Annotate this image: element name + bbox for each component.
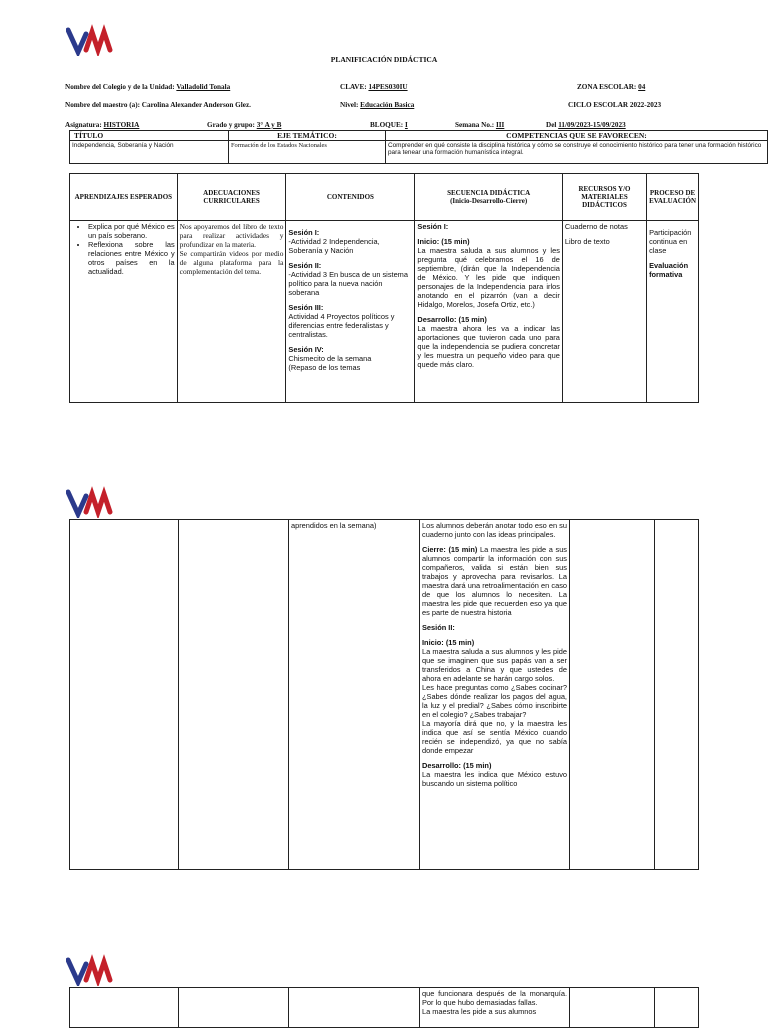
eje-header: EJE TEMÁTICO:	[229, 131, 386, 141]
competencias-cell: Comprender en qué consiste la disciplina histórica y cómo se construye el conocimiento histórico para tener una formación histórico para tenear una formación humanística integral.	[386, 141, 768, 164]
list-item: • Explica por qué México es un país soberano.	[88, 222, 175, 240]
aprendizajes-cell	[70, 988, 179, 1028]
aprendizajes-cell	[70, 221, 178, 403]
nivel-field: Nivel: Educación Basica	[340, 101, 415, 109]
school-logo	[66, 24, 122, 56]
planning-table	[69, 173, 699, 403]
titulo-cell: Independencia, Soberanía y Nación	[70, 141, 229, 164]
semana-field: Semana No.: III	[455, 121, 505, 129]
page-title: PLANIFICACIÓN DIDÁCTICA	[330, 55, 438, 64]
contenidos-cell	[289, 988, 420, 1028]
zona-field: ZONA ESCOLAR: 04	[577, 83, 646, 91]
secuencia-header: SECUENCIA DIDÁCTICA (Inicio-Desarrollo-Cierre)	[415, 174, 562, 221]
colegio-field: Nombre del Colegio y de la Unidad: Valladolid Tonala	[65, 83, 231, 91]
adecuaciones-cell	[179, 988, 289, 1028]
school-logo	[66, 486, 122, 518]
evaluacion-cell: Participación continua en clase Evaluación formativa	[647, 221, 699, 403]
secuencia-cell: Sesión I: Inicio: (15 min) La maestra saluda a sus alumnos y les pregunta qué celebramos el 16 de septiembre, (dirán que la Independencia de México. Y les pide que indiquen personajes de la Independencia para irlos anotando en el pizarrón (van a decir Hidalgo, Morelos, Josefa Ortiz, etc.) Desarrollo: (15 min) La maestra ahora les va a indicar las aportaciones que tuvieron cada uno para que la independencia se pudiera concretar y les muestra un pequeño video para que quede más claro.	[415, 221, 562, 403]
grado-field: Grado y grupo: 3° A y B	[207, 121, 282, 129]
ciclo-field: CICLO ESCOLAR 2022-2023	[568, 101, 662, 109]
adecuaciones-cell	[179, 520, 289, 870]
aprendizajes-header: APRENDIZAJES ESPERADOS	[70, 174, 178, 221]
recursos-cell	[570, 988, 655, 1028]
contenidos-header: CONTENIDOS	[286, 174, 415, 221]
recursos-cell	[570, 520, 655, 870]
fecha-field: Del 11/09/2023-15/09/2023	[546, 121, 626, 129]
evaluacion-header: PROCESO DE EVALUACIÓN	[647, 174, 699, 221]
secuencia-cell: que funcionara después de la monarquía. Por lo que hubo demasiadas fallas. La maestra les pide a sus alumnos	[420, 988, 570, 1028]
asignatura-field: Asignatura: HISTORIA	[65, 121, 140, 129]
contenidos-cell: Sesión I: -Actividad 2 Independencia, Soberanía y Nación Sesión II: -Actividad 3 En busca de un sistema político para la nueva nación soberana Sesión III: Actividad 4 Proyectos políticos y diferencias entre federalistas y centralistas. Sesión IV: Chismecito de la semana (Repaso de los temas	[286, 221, 415, 403]
competencias-header: COMPETENCIAS QUE SE FAVORECEN:	[386, 131, 768, 141]
maestro-field: Nombre del maestro (a): Carolina Alexander Anderson Glez.	[65, 101, 251, 109]
adecuaciones-header: ADECUACIONES CURRICULARES	[177, 174, 286, 221]
recursos-header: RECURSOS Y/O MATERIALES DIDÁCTICOS	[562, 174, 646, 221]
titulo-header: TÍTULO	[70, 131, 229, 141]
secuencia-cell: Los alumnos deberán anotar todo eso en su cuaderno junto con las ideas principales. Cierre: (15 min) La maestra les pide a sus alumnos compartir la información con sus compañeros, valida si están bien sus trabajos y aprovecha para revisarlos. La maestra dará una retroalimentación en caso de que los alumnos lo necesiten. La maestra les pide que recuerden eso ya que es parte de nuestra historia Sesión II: Inicio: (15 min) La maestra saluda a sus alumnos y les pide que se imaginen que sus papás van a ser transferidos a China y que ustedes de ahora en adelante se harán cargo solos. Les hace preguntas como ¿Sabes cocinar? ¿Sabes dónde realizar los pagos del agua, la luz y el predial? ¿Sabes cómo inscribirte en el colegio? ¿Sabes trabajar? La mayoría dirá que no, y la maestra les indica que así se sentía México cuando recién se independizó, ya que no sabía donde empezar Desarrollo: (15 min) La maestra les indica que México estuvo buscando un sistema político	[420, 520, 570, 870]
school-logo	[66, 954, 122, 986]
evaluacion-cell	[655, 520, 699, 870]
contenidos-cell: aprendidos en la semana)	[289, 520, 420, 870]
eje-cell: Formación de los Estados Nacionales	[229, 141, 386, 164]
adecuaciones-cell: Nos apoyaremos del libro de texto para realizar actividades y profundizar en la materia. Se compartirán videos por medio de alguna plataforma para la complementación del tema.	[177, 221, 286, 403]
summary-table	[69, 130, 768, 164]
recursos-cell: Cuaderno de notas Libro de texto	[562, 221, 646, 403]
aprendizajes-cell	[70, 520, 179, 870]
clave-field: CLAVE: 14PES030IU	[340, 83, 408, 91]
bloque-field: BLOQUE: I	[370, 121, 408, 129]
planning-table-continued	[69, 519, 699, 870]
list-item: • Reflexiona sobre las relaciones entre México y otros países en la actualidad.	[88, 240, 175, 276]
planning-table-continued-2	[69, 987, 699, 1028]
evaluacion-cell	[655, 988, 699, 1028]
